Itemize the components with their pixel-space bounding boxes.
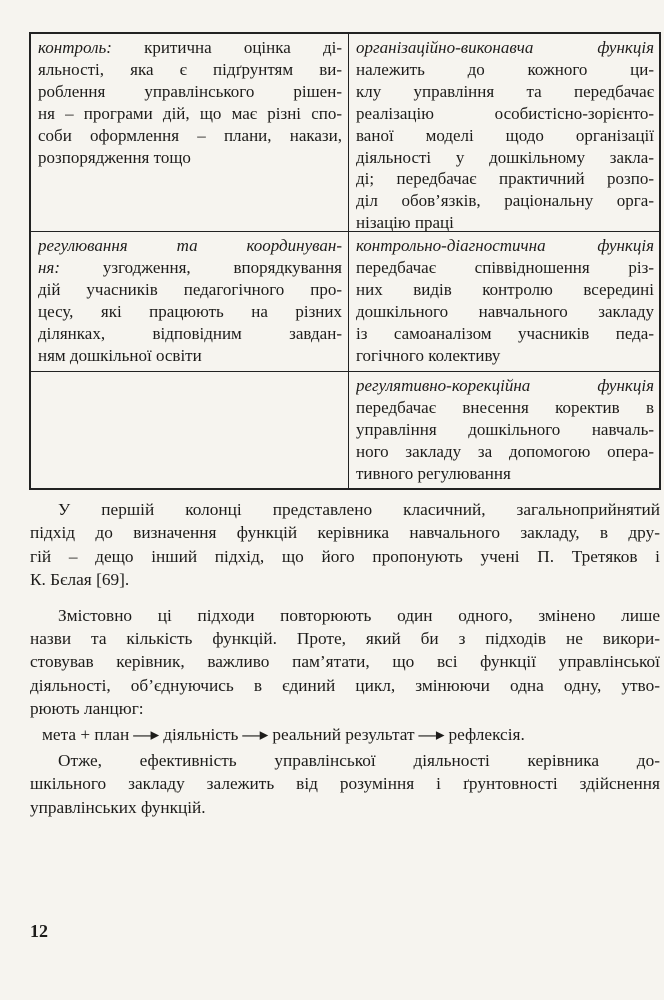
paragraph-line: діяльності, об’єднуючись в єдиний цикл, змінюючи одна одну, утво- [30, 675, 660, 695]
function-description: роблення управлінського рішен- [38, 81, 342, 101]
page-number: 12 [30, 921, 48, 941]
alternative-function-cell [349, 34, 659, 231]
cell-line [356, 168, 654, 190]
cell-line [356, 147, 654, 169]
formula-step: діяльність [163, 724, 239, 744]
function-description: ного закладу за допомогою опера- [356, 441, 654, 461]
paragraph-line: Отже, ефективність управлінської діяльності керівника до- [58, 751, 660, 771]
function-name: регулювання та координуван- [38, 236, 342, 255]
cell-line [38, 37, 342, 59]
cell-line [38, 257, 342, 279]
classic-function-cell [31, 34, 349, 231]
cell-line [38, 323, 342, 345]
cell-line [38, 279, 342, 301]
function-description: ням дошкільної освіти [38, 345, 202, 365]
cell-line [38, 345, 342, 367]
function-description: яльності, яка є підґрунтям ви- [38, 59, 342, 79]
paragraph-line: управлінських функцій. [30, 797, 206, 817]
function-description: ді; передбачає практичний розпо- [356, 169, 654, 189]
function-description: гогічного колективу [356, 345, 501, 365]
function-description: клу управління та передбачає [356, 81, 654, 101]
paragraph [30, 604, 660, 721]
function-description: дій учасників педагогічного про- [38, 279, 342, 299]
paragraph-line: Змістовно ці підходи повторюють один одного, змінено лише [58, 605, 660, 625]
cell-line [356, 441, 654, 463]
function-description: них видів контролю всередині [356, 279, 654, 299]
cell-line [38, 235, 342, 257]
cell-line [356, 59, 654, 81]
function-description: діл обов’язків, раціональну орга- [356, 191, 654, 211]
function-description: дошкільного навчального закладу [356, 301, 654, 321]
paragraph [30, 498, 660, 592]
classic-function-cell [31, 372, 349, 488]
cell-line [356, 323, 654, 345]
function-description: цесу, які працюють на різних [38, 301, 342, 321]
cell-line [38, 147, 342, 169]
cell-line [356, 212, 654, 234]
cell-line [356, 463, 654, 485]
function-description: передбачає співвідношення різ- [356, 257, 654, 277]
arrow-right-icon: —▸ [418, 724, 445, 744]
cell-line [38, 301, 342, 323]
cell-line [356, 279, 654, 301]
cell-line [356, 375, 654, 397]
body-text [30, 498, 660, 831]
arrow-right-icon: —▸ [242, 724, 269, 744]
paragraph-line: У першій колонці представлено класичний, загальноприйнятий [58, 500, 660, 519]
function-description: соби оформлення – плани, накази, [38, 125, 342, 145]
cell-line [356, 190, 654, 212]
cell-line [356, 397, 654, 419]
cell-line [356, 37, 654, 59]
function-description: реалізацію особистісно-зорієнто- [356, 103, 654, 123]
cell-line [38, 103, 342, 125]
cell-line [356, 125, 654, 147]
table-row [31, 34, 659, 231]
arrow-right-icon: —▸ [133, 724, 160, 744]
function-description: ня – програми дій, що має різні спо- [38, 103, 342, 123]
paragraph-line: стовував керівник, важливо пам’ятати, що всі функції управлінської [30, 652, 660, 672]
formula-step: рефлексія. [448, 724, 525, 744]
function-description: тивного регулювання [356, 463, 511, 483]
function-name: контроль: [38, 38, 112, 57]
function-description: розпорядження тощо [38, 147, 191, 167]
cell-line [38, 59, 342, 81]
paragraph-line: шкільного закладу залежить від розуміння і ґрунтовності здійснення [30, 774, 660, 794]
function-description: діяльності у дошкільному закла- [356, 147, 654, 167]
paragraph [30, 749, 660, 819]
classic-function-cell [31, 232, 349, 371]
paragraph-line: рюють ланцюг: [30, 699, 144, 719]
function-description: критична оцінка ді- [111, 38, 342, 57]
management-cycle-formula [30, 723, 660, 746]
function-description: узгодження, впорядкування [60, 257, 342, 277]
formula-step: реальний результат [272, 724, 415, 744]
cell-line [356, 103, 654, 125]
cell-line [38, 81, 342, 103]
table-row [31, 231, 659, 371]
function-description: із самоаналізом учасників педа- [356, 323, 654, 343]
cell-line [356, 235, 654, 257]
function-description: ваної моделі щодо організації [356, 125, 654, 145]
function-name: ня: [38, 257, 60, 277]
function-description: належить до кожного ци- [356, 59, 654, 79]
cell-line [356, 419, 654, 441]
function-description: передбачає внесення коректив в [356, 397, 654, 417]
function-name: регулятивно-корекційна функція [356, 376, 654, 395]
cell-line [356, 301, 654, 323]
function-name: організаційно-виконавча функція [356, 38, 654, 57]
functions-table [29, 32, 661, 490]
paragraph-line: К. Бєлая [69]. [30, 570, 130, 590]
cell-line [356, 257, 654, 279]
function-description: ділянках, відповідним завдан- [38, 323, 342, 343]
alternative-function-cell [349, 232, 659, 371]
alternative-function-cell [349, 372, 659, 488]
formula-step: мета + план [42, 724, 130, 744]
cell-line [38, 125, 342, 147]
cell-line [356, 81, 654, 103]
function-name: контрольно-діагностична функція [356, 236, 654, 255]
cell-line [356, 345, 654, 367]
table-row [31, 371, 659, 488]
paragraph-line: назви та кількість функцій. Проте, який би з підходів не викори- [30, 629, 660, 649]
function-description: управління дошкільного навчаль- [356, 419, 654, 439]
paragraph-line: підхід до визначення функцій керівника навчального закладу, в дру- [30, 523, 660, 543]
paragraph-line: гій – дещо інший підхід, що його пропонують учені П. Третяков і [30, 546, 660, 566]
function-description: нізацію праці [356, 213, 454, 233]
